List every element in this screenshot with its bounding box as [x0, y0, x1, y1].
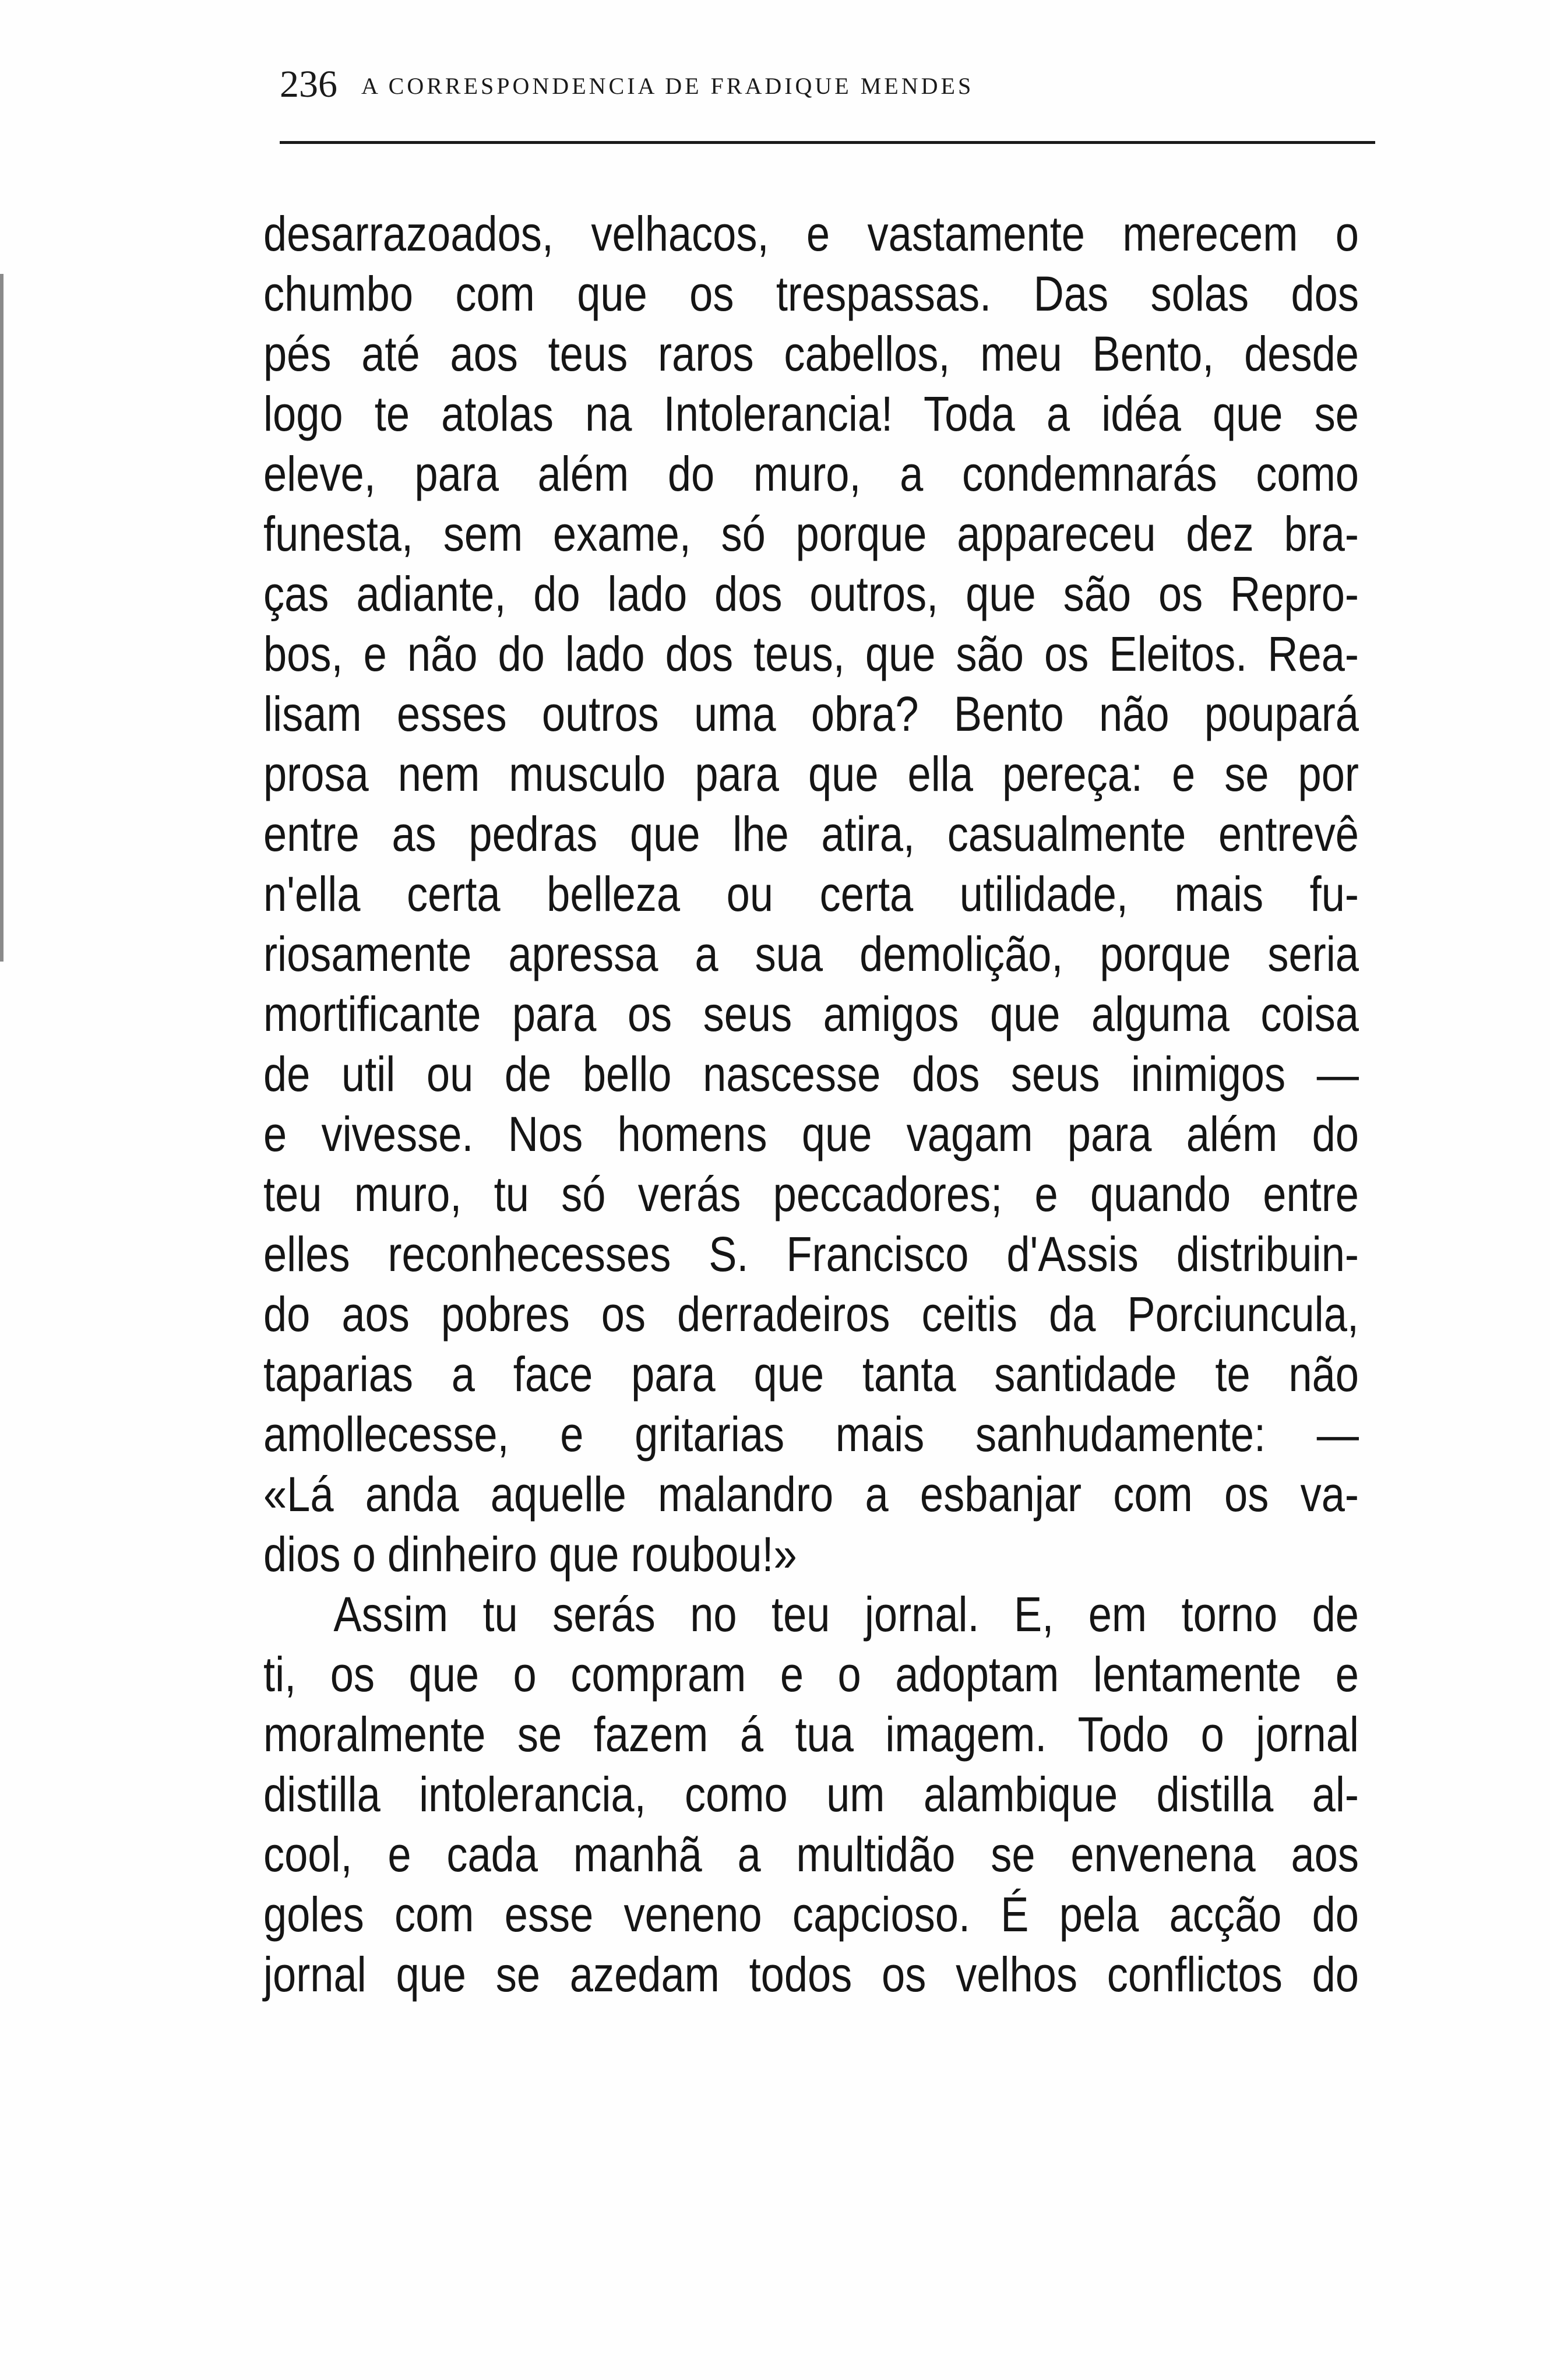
- text-line: teu muro, tu só verás peccadores; e quando entre: [263, 1167, 1359, 1221]
- text-line: moralmente se fazem á tua imagem. Todo o jornal: [263, 1707, 1359, 1762]
- text-line: «Lá anda aquelle malandro a esbanjar com os va-: [263, 1467, 1359, 1522]
- text-line: bos, e não do lado dos teus, que são os Eleitos. Rea-: [263, 626, 1359, 681]
- running-title: A CORRESPONDENCIA DE FRADIQUE MENDES: [361, 73, 974, 99]
- text-line: de util ou de bello nascesse dos seus inimigos —: [263, 1047, 1359, 1101]
- page-number: 236: [280, 63, 337, 105]
- text-line: distilla intolerancia, como um alambique distilla al-: [263, 1767, 1359, 1822]
- text-line: logo te atolas na Intolerancia! Toda a idéa que se: [263, 386, 1359, 441]
- binding-edge: [0, 274, 3, 962]
- text-line: lisam esses outros uma obra? Bento não poupará: [263, 686, 1359, 741]
- text-line: amollecesse, e gritarias mais sanhudamente: —: [263, 1407, 1359, 1462]
- text-line: ti, os que o compram e o adoptam lentamente e: [263, 1647, 1359, 1702]
- text-line: mortificante para os seus amigos que alguma coisa: [263, 987, 1359, 1041]
- running-head: [280, 58, 1375, 111]
- text-line: ças adiante, do lado dos outros, que são os Repro-: [263, 566, 1359, 621]
- text-line: cool, e cada manhã a multidão se envenena aos: [263, 1827, 1359, 1882]
- header-rule: [280, 141, 1375, 144]
- text-line: dios o dinheiro que roubou!»: [263, 1527, 797, 1582]
- text-line: eleve, para além do muro, a condemnarás como: [263, 446, 1359, 501]
- text-line: e vivesse. Nos homens que vagam para além do: [263, 1107, 1359, 1161]
- text-line: Assim tu serás no teu jornal. E, em torno de: [333, 1587, 1359, 1642]
- text-line: desarrazoados, velhacos, e vastamente merecem o: [263, 206, 1359, 261]
- text-line: taparias a face para que tanta santidade te não: [263, 1347, 1359, 1402]
- body-text: [263, 204, 1359, 2005]
- text-line: entre as pedras que lhe atira, casualmente entrevê: [263, 807, 1359, 861]
- text-line: pés até aos teus raros cabellos, meu Bento, desde: [263, 326, 1359, 381]
- text-line: chumbo com que os trespassas. Das solas dos: [263, 266, 1359, 321]
- text-line: do aos pobres os derradeiros ceitis da Porciuncula,: [263, 1287, 1359, 1342]
- text-line: elles reconhecesses S. Francisco d'Assis distribuin-: [263, 1227, 1359, 1281]
- text-line: prosa nem musculo para que ella pereça: e se por: [263, 747, 1359, 801]
- text-line: goles com esse veneno capcioso. É pela acção do: [263, 1887, 1359, 1942]
- text-line: funesta, sem exame, só porque appareceu dez bra-: [263, 506, 1359, 561]
- text-line: jornal que se azedam todos os velhos conflictos do: [263, 1947, 1359, 2002]
- text-line: riosamente apressa a sua demolição, porque seria: [263, 927, 1359, 981]
- text-line: n'ella certa belleza ou certa utilidade, mais fu-: [263, 867, 1359, 921]
